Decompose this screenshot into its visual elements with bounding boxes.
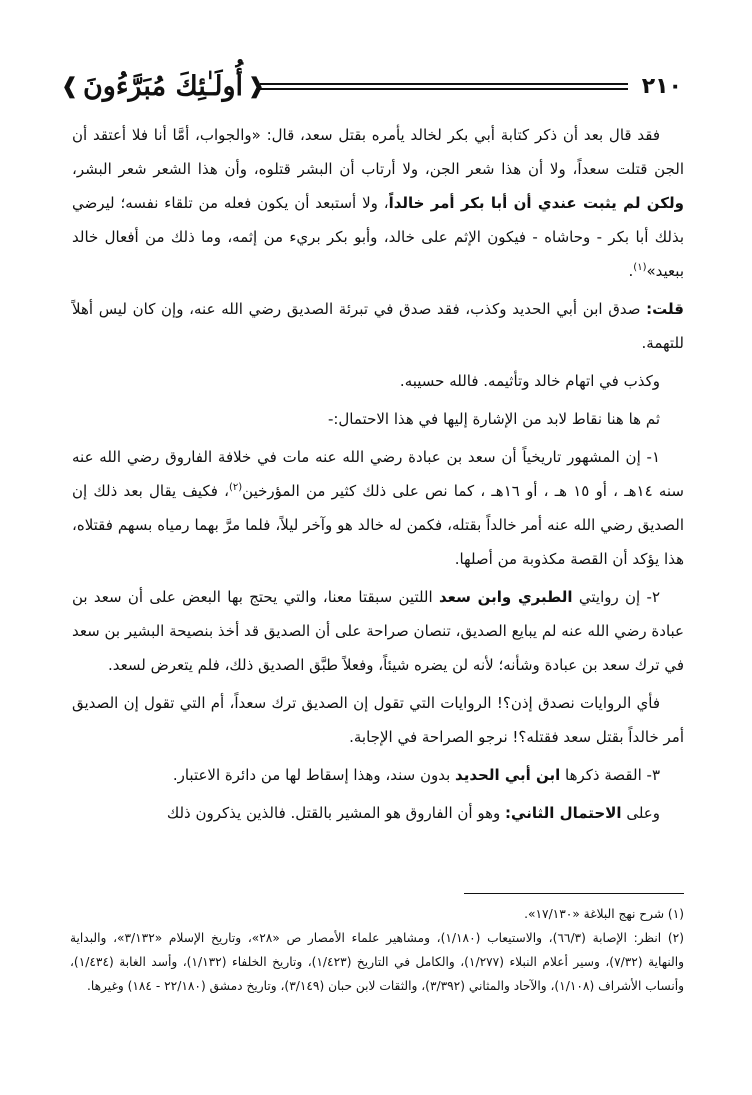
- footnote-ref-1[interactable]: (١): [633, 262, 647, 273]
- paragraph-point-3: ٣- القصة ذكرها ابن أبي الحديد بدون سند، وهذا إسقاط لها من دائرة الاعتبار.: [172, 766, 660, 784]
- page-header: [60, 66, 682, 110]
- paragraph-point-1: ١- إن المشهور تاريخياً أن سعد بن عبادة رضي الله عنه مات في خلافة الفاروق رضي الله عنه سنه ١٤هـ ، أو ١٥ هـ ، أو ١٦هـ ، كما نص على ذلك كثير من المؤرخين$^{(٢)}$، فكيف يقال بعد ذلك إن الصديق رضي الله عنه أمر خالداً بقتله، فكمن له خالد هو وآخر ليلاً، فلما مرَّ بهما رمياه بسهم فقتلاه، هذا يؤكد أن القصة مكذوبة من أصلها.: [72, 448, 684, 568]
- paragraph-point-2: ٢- إن روايتي الطبري وابن سعد اللتين سبقتا معنا، والتي يحتج بها البعض على أن سعد بن عبادة رضي الله عنه لم يبايع الصديق، تنصان صراحة على أن الصديق قد أخذ بنصيحة البشير بن سعد في ترك سعد بن عبادة وشأنه؛ لأنه لن يضره شيئاً، وفعلاً طبَّق الصديق ذلك، فلم يتعرض لسعد.: [72, 588, 684, 674]
- footnote-1: (١) شرح نهج البلاغة «١٧/١٣٠».: [524, 907, 684, 921]
- running-title: [60, 66, 266, 108]
- footnotes: [70, 902, 684, 998]
- paragraph-kathab: وكذب في اتهام خالد وتأثيمه. فالله حسيبه.: [399, 372, 660, 390]
- paragraph-quote: فقد قال بعد أن ذكر كتابة أبي بكر لخالد يأمره بقتل سعد، قال: «والجواب، أمَّا أنا فلا أعتقد أن الجن قتلت سعداً، ولا أن هذا شعر الجن، ولا أرتاب أن البشر قتلوه، وأن هذا الشعر شعر البشر، ولكن لم يثبت عندي أن أبا بكر أمر خالداً، ولا أستبعد أن يكون فعله من تلقاء نفسه؛ ليرضي بذلك أبا بكر - وحاشاه - فيكون الإثم على خالد، وأبو بكر بريء من إثمه، وما ذلك من أفعال خالد ببعيد»$^{(١)}$.: [72, 126, 684, 280]
- ornament-left: ❰: [60, 74, 79, 99]
- book-title: أُولَـٰئِكَ مُبَرَّءُونَ: [82, 71, 244, 102]
- main-text: [72, 118, 684, 834]
- paragraph-points-intro: ثم ها هنا نقاط لابد من الإشارة إليها في هذا الاحتمال:-: [327, 410, 660, 428]
- paragraph-qult: قلت: صدق ابن أبي الحديد وكذب، فقد صدق في تبرئة الصديق رضي الله عنه، وإن كان ليس أهلاً للتهمة.: [72, 300, 684, 352]
- footnote-ref-2[interactable]: (٢): [228, 482, 243, 493]
- paragraph-second-possibility: وعلى الاحتمال الثاني: وهو أن الفاروق هو المشير بالقتل. فالذين يذكرون ذلك: [166, 804, 660, 822]
- header-double-rule: [260, 83, 628, 91]
- page-number: ٢١٠: [641, 74, 682, 99]
- ornament-right: ❱: [247, 74, 266, 99]
- footnote-2: (٢) انظر: الإصابة (٦٦/٣)، والاستيعاب (١/١٨٠)، ومشاهير علماء الأمصار ص «٢٨»، وتاريخ الإسلام «٣/١٣٢»، والبداية والنهاية (٧/٣٢)، وسير أعلام النبلاء (١/٢٧٧)، والكامل في التاريخ (١/٤٢٣)، وتاريخ الخلفاء (١/١٣٢)، وأسد الغابة (١/٤٣٤)، وأنساب الأشراف (١/١٠٨)، والآحاد والمثاني (٣/٣٩٢)، والثقات لابن حبان (٣/١٤٩)، وتاريخ دمشق (٢٢/١٨٠ - ١٨٤) وغيرها.: [70, 931, 684, 993]
- footnote-separator: [464, 893, 684, 894]
- paragraph-which-narrations: فأي الروايات نصدق إذن؟! الروايات التي تقول إن الصديق ترك سعداً، أم التي تقول إن الصديق أمر خالداً بقتل سعد فقتله؟! نرجو الصراحة في الإجابة.: [72, 694, 684, 746]
